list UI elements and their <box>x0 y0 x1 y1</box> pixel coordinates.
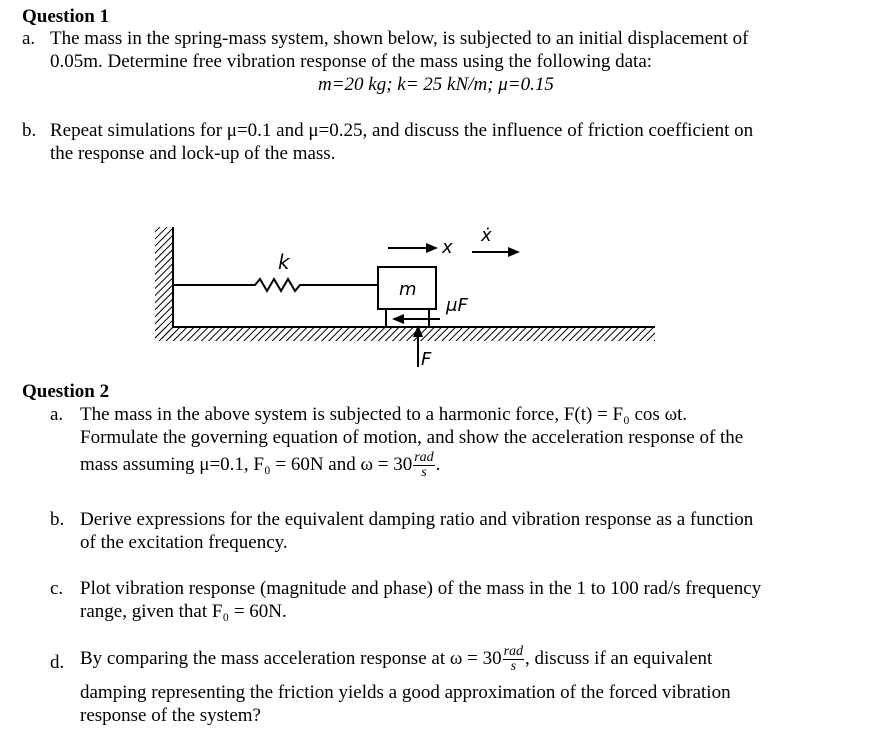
fraction-denominator: s <box>510 659 517 674</box>
fraction-numerator: rad <box>503 644 524 659</box>
rad-per-s-fraction-d <box>503 645 524 674</box>
spring <box>173 279 378 291</box>
q1-part-a-label: a. <box>22 28 36 49</box>
q2-part-d-line1 <box>80 645 712 674</box>
q2-part-a-line2: Formulate the governing equation of motion, and show the acceleration response of the <box>80 427 744 448</box>
q2-part-c-line2: range, given that F₀ = 60N. <box>80 601 287 622</box>
q2-part-b-line2: of the excitation frequency. <box>80 532 288 553</box>
q2-part-d-line1-end: , discuss if an equivalent <box>525 647 713 669</box>
q1-given-data: m=20 kg; k= 25 kN/m; μ=0.15 <box>318 74 554 95</box>
spring-mass-figure <box>150 215 660 375</box>
question-1-title: Question 1 <box>22 6 110 27</box>
q2-part-a-label: a. <box>50 404 64 425</box>
friction-label: μF <box>446 295 468 316</box>
q2-part-a-line3-end: . <box>435 453 441 475</box>
q1-part-b-label: b. <box>22 120 37 141</box>
q1-part-a-line1: The mass in the spring-mass system, shown below, is subjected to an initial displacement of <box>50 28 749 49</box>
xdot-label: ẋ <box>481 225 492 246</box>
mass-label: m <box>399 279 417 300</box>
x-label: x <box>442 237 453 258</box>
q2-part-b-label: b. <box>50 509 65 530</box>
question-2-title: Question 2 <box>22 381 110 402</box>
q2-part-a-line3-text: mass assuming μ=0.1, F₀ = 60N and ω = 30 <box>80 453 413 475</box>
fraction-numerator: rad <box>414 450 434 465</box>
wall-hatch <box>155 227 173 339</box>
q2-part-a-line1: The mass in the above system is subjected to a harmonic force, F(t) = F₀ cos ωt. <box>80 404 688 425</box>
q2-part-d-line2: damping representing the friction yields a good approximation of the forced vibration <box>80 682 731 703</box>
fraction-denominator: s <box>421 465 427 480</box>
q2-part-d-line1-text: By comparing the mass acceleration response at ω = 30 <box>80 647 502 669</box>
q2-part-d-line3: response of the system? <box>80 705 261 726</box>
q2-part-a-line3 <box>80 451 440 480</box>
q1-part-a-line2: 0.05m. Determine free vibration response of the mass using the following data: <box>50 51 653 72</box>
spring-label: k <box>278 250 290 274</box>
q2-part-b-line1: Derive expressions for the equivalent damping ratio and vibration response as a function <box>80 509 754 530</box>
q2-part-d-label: d. <box>50 652 65 673</box>
rad-per-s-fraction <box>413 451 434 480</box>
q2-part-c-label: c. <box>50 578 64 599</box>
ground-hatch <box>155 327 655 341</box>
normal-force-label: F <box>421 349 432 370</box>
q1-part-b-line1: Repeat simulations for μ=0.1 and μ=0.25, and discuss the influence of friction coefficient on <box>50 120 754 141</box>
q1-part-b-line2: the response and lock-up of the mass. <box>50 143 336 164</box>
q2-part-c-line1: Plot vibration response (magnitude and phase) of the mass in the 1 to 100 rad/s frequency <box>80 578 762 599</box>
